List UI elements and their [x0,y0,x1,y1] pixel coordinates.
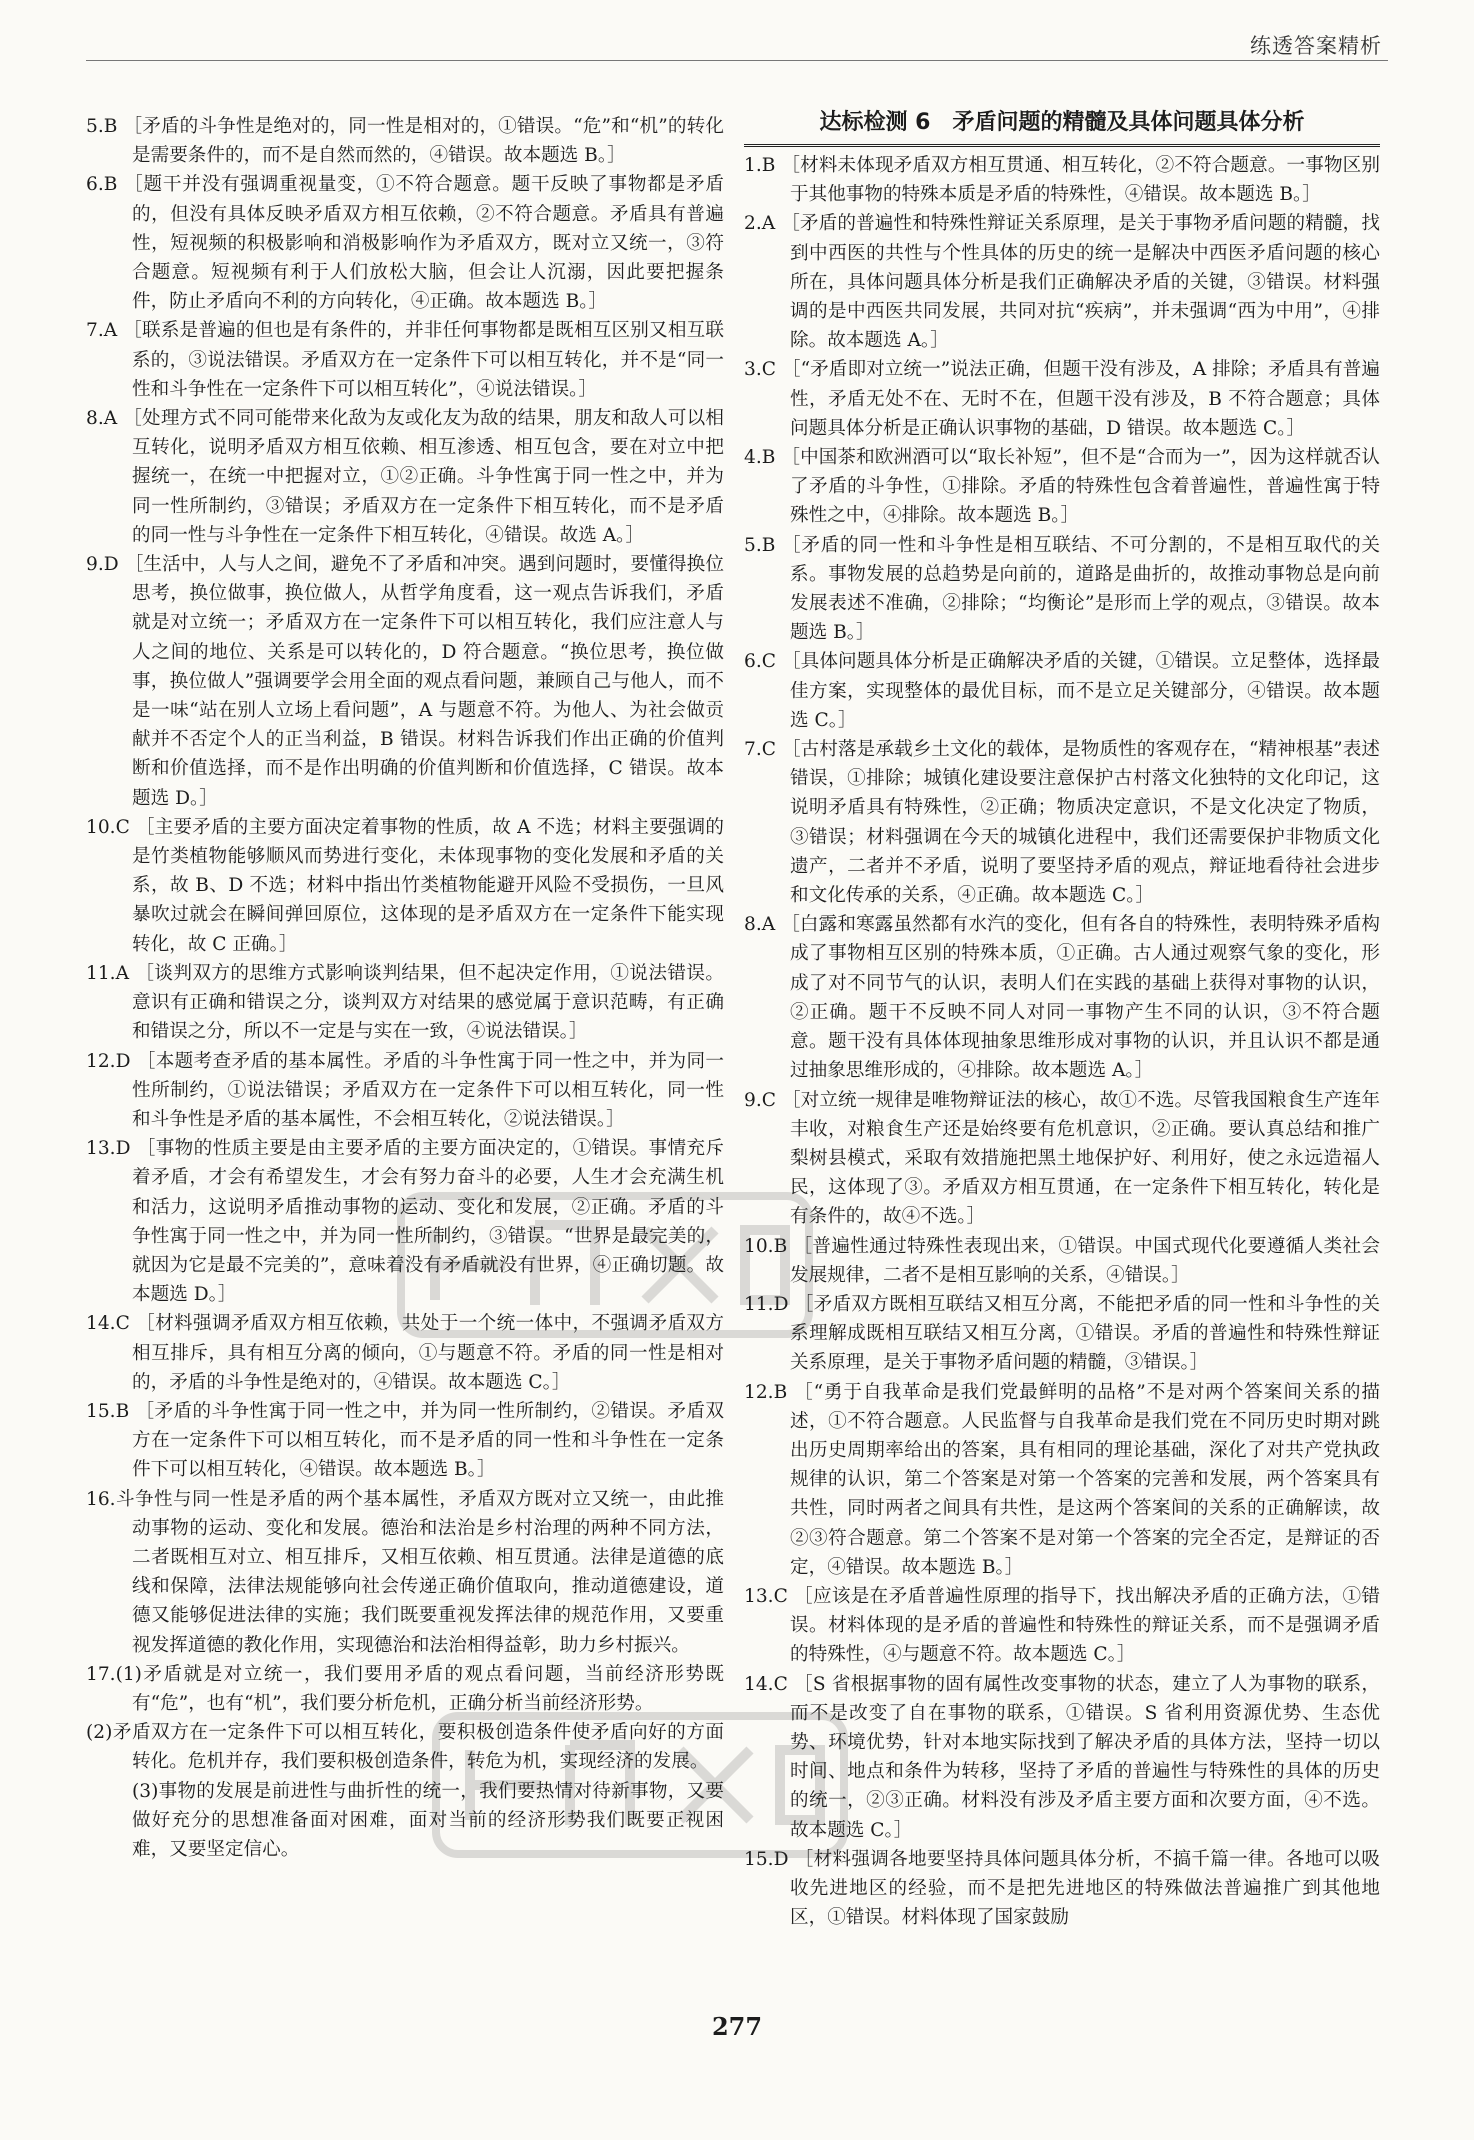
answer-item: 4.B ［中国茶和欧洲酒可以“取长补短”，但不是“合而为一”，因为这样就否认了矛盾的斗争性，①排除。矛盾的特殊性包含着普遍性，普遍性寓于特殊性之中，④排除。故本题选 B。］ [744,447,1380,527]
answer-item: 17.(1)矛盾就是对立统一，我们要用矛盾的观点看问题，当前经济形势既有“危”，也有“机”，我们要分析危机，正确分析当前经济形势。 [86,1663,724,1714]
answer-item: 9.C ［对立统一规律是唯物辩证法的核心，故①不选。尽管我国粮食生产连年丰收，对粮食生产还是始终要有危机意识，②正确。要认真总结和推广梨树县模式，采取有效措施把黑土地保护好、利用好，使之永远造福人民，这体现了③。矛盾双方相互贯通，在一定条件下相互转化，转化是有条件的，故④不选。］ [744,1089,1380,1228]
answer-item: 2.A ［矛盾的普遍性和特殊性辩证关系原理，是关于事物矛盾问题的精髓，找到中西医的共性与个性具体的历史的统一是解决中西医矛盾问题的核心所在，具体问题具体分析是我们正确解决矛盾的关键，③错误。材料强调的是中西医共同发展，共同对抗“疾病”，并未强调“西为中用”，④排除。故本题选 A。］ [744,213,1380,352]
answer-item: 6.B ［题干并没有强调重视量变，①不符合题意。题干反映了事物都是矛盾的，但没有具体反映矛盾双方相互依赖，②不符合题意。矛盾具有普遍性，短视频的积极影响和消极影响作为矛盾双方，既对立又统一，③符合题意。短视频有利于人们放松大脑，但会让人沉溺，因此要把握条件，防止矛盾向不利的方向转化，④正确。故本题选 B。］ [86,174,724,313]
header-label: 练透答案精析 [1250,34,1382,58]
answer-item: 3.C ［“矛盾即对立统一”说法正确，但题干没有涉及，A 排除；矛盾具有普遍性，矛盾无处不在、无时不在，但题干没有涉及，B 不符合题意；具体问题具体分析是正确认识事物的基础，D 错误。故本题选 C。］ [744,359,1380,439]
right-column [744,112,1380,1932]
answer-item: 15.B ［矛盾的斗争性寓于同一性之中，并为同一性所制约，②错误。矛盾双方在一定条件下可以相互转化，而不是矛盾的同一性和斗争性在一定条件下可以相互转化，④错误。故本题选 B。］ [86,1400,724,1481]
answer-item: 14.C ［S 省根据事物的固有属性改变事物的状态，建立了人为事物的联系，而不是改变了自在事物的联系，①错误。S 省利用资源优势、生态优势、环境优势，针对本地实际找到了解决矛盾的具体方法，坚持一切以时间、地点和条件为转移，坚持了矛盾的普遍性与特殊性的具体的历史的统一，②③正确。材料没有涉及矛盾主要方面和次要方面，④不选。故本题选 C。］ [744,1673,1380,1841]
page-number: 277 [711,2012,763,2041]
answer-item: 11.D ［矛盾双方既相互联结又相互分离，不能把矛盾的同一性和斗争性的关系理解成既相互联结又相互分离，①错误。矛盾的普遍性和特殊性辩证关系原理，是关于事物矛盾问题的精髓，③错误。］ [744,1293,1380,1374]
answer-item: 12.D ［本题考查矛盾的基本属性。矛盾的斗争性寓于同一性之中，并为同一性所制约，①说法错误；矛盾双方在一定条件下可以相互转化，同一性和斗争性是矛盾的基本属性，不会相互转化，②说法错误。］ [86,1050,724,1130]
answer-item: 7.A ［联系是普遍的但也是有条件的，并非任何事物都是既相互区别又相互联系的，③说法错误。矛盾双方在一定条件下可以相互转化，并不是“同一性和斗争性在一定条件下可以相互转化”，④说法错误。］ [86,320,724,400]
answer-item: 6.C ［具体问题具体分析是正确解决矛盾的关键，①错误。立足整体，选择最佳方案，实现整体的最优目标，而不是立足关键部分，④错误。故本题选 C。］ [744,651,1380,731]
answer-item: 7.C ［古村落是承载乡土文化的载体，是物质性的客观存在，“精神根基”表述错误，①排除；城镇化建设要注意保护古村落文化独特的文化印记，这说明矛盾具有特殊性，②正确；物质决定意识，不是文化决定了物质，③错误；材料强调在今天的城镇化进程中，我们还需要保护非物质文化遗产，二者并不矛盾，说明了要坚持矛盾的观点，辩证地看待社会进步和文化传承的关系，④正确。故本题选 C。］ [744,739,1380,907]
header-rule [86,60,1388,61]
answer-item: 15.D ［材料强调各地要坚持具体问题具体分析，不搞千篇一律。各地可以吸收先进地区的经验，而不是把先进地区的特殊做法普遍推广到其他地区，①错误。材料体现了国家鼓励 [744,1848,1380,1929]
answer-item: 12.B ［“勇于自我革命是我们党最鲜明的品格”不是对两个答案间关系的描述，①不符合题意。人民监督与自我革命是我们党在不同历史时期对跳出历史周期率给出的答案，具有相同的理论基础，深化了对共产党执政规律的认识，第二个答案是对第一个答案的完善和发展，两个答案具有共性，同时两者之间具有共性，是这两个答案间的关系的正确解读，故②③符合题意。第二个答案不是对第一个答案的完全否定，是辩证的否定，④错误。故本题选 B。］ [744,1381,1380,1578]
answer-item: 8.A ［处理方式不同可能带来化敌为友或化友为敌的结果，朋友和敌人可以相互转化，说明矛盾双方相互依赖、相互渗透、相互包含，要在对立中把握统一，在统一中把握对立，①②正确。斗争性寓于同一性之中，并为同一性所制约，③错误；矛盾双方在一定条件下相互转化，而不是矛盾的同一性与斗争性在一定条件下相互转化，④错误。故选 A。］ [86,408,724,546]
left-column [86,112,724,1864]
answer-subitem: (3)事物的发展是前进性与曲折性的统一，我们要热情对待新事物，又要做好充分的思想准备面对困难，面对当前的经济形势我们既要正视困难，又要坚定信心。 [132,1780,724,1860]
answer-item: 8.A ［白露和寒露虽然都有水汽的变化，但有各自的特殊性，表明特殊矛盾构成了事物相互区别的特殊本质，①正确。古人通过观察气象的变化，形成了对不同节气的认识，表明人们在实践的基础上获得对事物的认识，②正确。题干不反映不同人对同一事物产生不同的认识，③不符合题意。题干没有具体体现抽象思维形成对事物的认识，并且认识不都是通过抽象思维形成的，④排除。故本题选 A。］ [744,914,1380,1082]
answer-item: (2)矛盾双方在一定条件下可以相互转化，要积极创造条件使矛盾向好的方面转化。危机并存，我们要积极创造条件，转危为机，实现经济的发展。 [86,1722,724,1773]
answer-item: 14.C ［材料强调矛盾双方相互依赖，共处于一个统一体中，不强调矛盾双方相互排斥，具有相互分离的倾向，①与题意不符。矛盾的同一性是相对的，矛盾的斗争性是绝对的，④错误。故本题选 C。］ [86,1313,724,1393]
answer-item: 5.B ［矛盾的斗争性是绝对的，同一性是相对的，①错误。“危”和“机”的转化是需要条件的，而不是自然而然的，④错误。故本题选 B。］ [86,116,724,167]
answer-item: 10.C ［主要矛盾的主要方面决定着事物的性质，故 A 不选；材料主要强调的是竹类植物能够顺风而势进行变化，未体现事物的变化发展和矛盾的关系，故 B、D 不选；材料中指出竹类植物能避开风险不受损伤，一旦风暴吹过就会在瞬间弹回原位，这体现的是矛盾双方在一定条件下能实现转化，故 C 正确。］ [86,816,724,955]
answer-item: 13.D ［事物的性质主要是由主要矛盾的主要方面决定的，①错误。事情充斥着矛盾，才会有希望发生，才会有努力奋斗的必要，人生才会充满生机和活力，这说明矛盾推动事物的运动、变化和发展，②正确。矛盾的斗争性寓于同一性之中，并为同一性所制约，③错误。“世界是最完美的，就因为它是最不完美的”，意味着没有矛盾就没有世界，④正确切题。故本题选 D。］ [86,1138,724,1306]
answer-item: 10.B ［普遍性通过特殊性表现出来，①错误。中国式现代化要遵循人类社会发展规律，二者不是相互影响的关系，④错误。］ [744,1235,1380,1286]
answer-item: 13.C ［应该是在矛盾普遍性原理的指导下，找出解决矛盾的正确方法，①错误。材料体现的是矛盾的普遍性和特殊性的辩证关系，而不是强调矛盾的特殊性，④与题意不符。故本题选 C。］ [744,1585,1380,1666]
answer-item: 9.D ［生活中，人与人之间，避免不了矛盾和冲突。遇到问题时，要懂得换位思考，换位做事，换位做人，从哲学角度看，这一观点告诉我们，矛盾就是对立统一；矛盾双方在一定条件下可以相互转化，我们应注意人与人之间的地位、关系是可以转化的，D 符合题意。“换位思考，换位做事，换位做人”强调要学会用全面的观点看问题，兼顾自己与他人，而不是一味“站在别人立场上看问题”，A 与题意不符。为他人、为社会做贡献并不否定个人的正当利益，B 错误。材料告诉我们作出正确的价值判断和价值选择，而不是作出明确的价值判断和价值选择，C 错误。故本题选 D。］ [86,554,724,809]
answer-item: 16.斗争性与同一性是矛盾的两个基本属性，矛盾双方既对立又统一，由此推动事物的运动、变化和发展。德治和法治是乡村治理的两种不同方法，二者既相互对立、相互排斥，又相互依赖、相互贯通。法律是道德的底线和保障，法律法规能够向社会传递正确价值取向，推动道德建设，道德又能够促进法律的实施；我们既要重视发挥法律的规范作用，又要重视发挥道德的教化作用，实现德治和法治相得益彰，助力乡村振兴。 [86,1488,724,1656]
section-title: 达标检测 6 矛盾问题的精髓及具体问题具体分析 [744,106,1380,147]
answer-item: 1.B ［材料未体现矛盾双方相互贯通、相互转化，②不符合题意。一事物区别于其他事物的特殊本质是矛盾的特殊性，④错误。故本题选 B。］ [744,155,1380,206]
answer-item: 5.B ［矛盾的同一性和斗争性是相互联结、不可分割的，不是相互取代的关系。事物发展的总趋势是向前的，道路是曲折的，故推动事物总是向前发展表述不准确，②排除；“均衡论”是形而上学的观点，③错误。故本题选 B。］ [744,534,1380,644]
answer-item: 11.A ［谈判双方的思维方式影响谈判结果，但不起决定作用，①说法错误。意识有正确和错误之分，谈判双方对结果的感觉属于意识范畴，有正确和错误之分，所以不一定是与实在一致，④说法错误。］ [86,962,724,1043]
